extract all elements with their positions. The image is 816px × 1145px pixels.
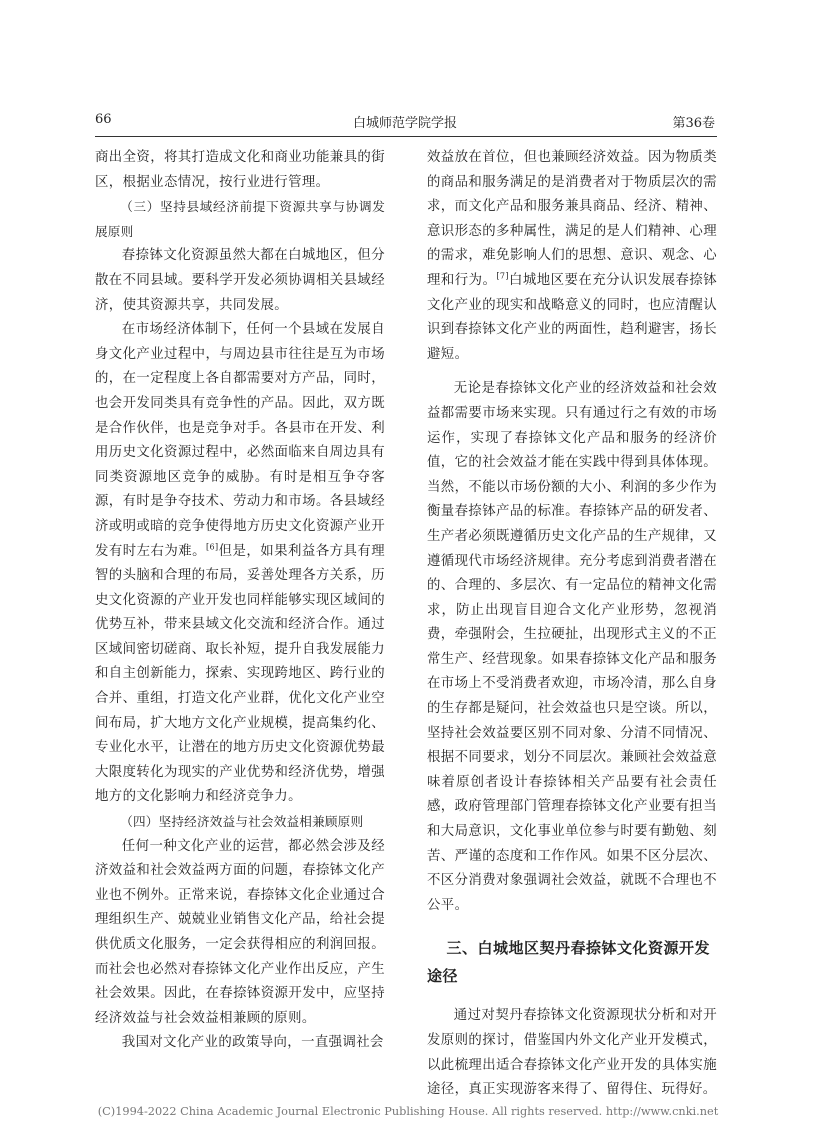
paragraph-text: 白城地区要在充分认识发展春捺钵文化产业的现实和战略意义的同时，也应清醒认识到春捺钵文化产业的两面性，趋利避害，扬长避短。 bbox=[427, 272, 718, 362]
journal-title: 白城师范学院学报 bbox=[352, 116, 457, 131]
paragraph: 通过对契丹春捺钵文化资源现状分析和对开发原则的探讨，借鉴国内外文化产业开发模式，以此梳理出适合春捺钵文化产业开发的具体实施途径，真正实现游客来得了、留得住、玩得好。 bbox=[427, 1008, 717, 1098]
paragraph bbox=[95, 318, 385, 810]
paragraph-text: 在市场经济体制下，任何一个县域在发展自身文化产业过程中，与周边县市往往是互为市场的，在一定程度上各自都需要对方产品，同时，也会开发同类具有竞争性的产品。因此，双方既是合作伙伴，也是竞争对手。各县市在开发、利用历史文化资源过程中，必然面临来自周边具有同类资源地区竞争的威胁。有时是相互争夺客源，有时是争夺技术、劳动力和市场。各县域经济或明或暗的竞争使得地方历史文化资源产业开发有时左右为难。 bbox=[95, 322, 385, 559]
paragraph: 我国对文化产业的政策导向，一直强调社会 bbox=[121, 1035, 384, 1051]
paragraph bbox=[427, 146, 717, 367]
citation-ref: [7] bbox=[496, 271, 509, 281]
paragraph: 春捺钵文化资源虽然大都在白城地区，但分散在不同县域。要科学开发必须协调相关县域经济，使其资源共享，共同发展。 bbox=[95, 248, 385, 313]
paragraph: 无论是春捺钵文化产业的经济效益和社会效益都需要市场来实现。只有通过行之有效的市场运作，实现了春捺钵文化产品和服务的经济价值，它的社会效益才能在实践中得到具体体现。当然，不能以市场份额的大小、利润的多少作为衡量春捺钵产品的标准。春捺钵产品的研发者、生产者必须既遵循历史文化产品的生产规律，又遵循现代市场经济规律。充分考虑到消费者潜在的、合理的、多层次、有一定品位的精神文化需求，防止出现盲目迎合文化产业形势，忽视消费，牵强附会，生拉硬扯，出现形式主义的不正常生产、经营现象。如果春捺钵文化产品和服务在市场上不受消费者欢迎，市场冷清，那么自身的生存都是疑问，社会效益也只是空谈。所以，坚持社会效益要区别不同对象、分清不同情况、根据不同要求，划分不同层次。兼顾社会效益意味着原创者设计春捺钵相关产品要有社会责任感，政府管理部门管理春捺钵文化产业要有担当和大局意识，文化事业单位参与时要有勤勉、刻苦、严谨的态度和工作作风。如果不区分层次、不区分消费对象强调社会效益，就既不合理也不公平。 bbox=[427, 381, 717, 913]
running-header bbox=[95, 112, 715, 132]
copyright-footer: (C)1994-2022 China Academic Journal Electronic Publishing House. All rights reserved. http://www.cnki.net bbox=[97, 1105, 719, 1118]
page-number: 66 bbox=[95, 112, 112, 127]
paragraph: 商出全资，将其打造成文化和商业功能兼具的街区，根据业态情况，按行业进行管理。 bbox=[95, 150, 385, 190]
paragraph-text: 但是，如果利益各方具有理智的头脑和合理的布局，妥善处理各方关系，历史文化资源的产业开发也同样能够实现区域间的优势互补，带来县域文化交流和经济合作。通过区域间密切磋商、取长补短，提升自我发展能力和自主创新能力，探索、实现跨地区、跨行业的合并、重组，打造文化产业群，优化文化产业空间布局，扩大地方文化产业规模，提高集约化、专业化水平，让潜在的地方历史文化资源优势最大限度转化为现实的产业优势和经济优势，增强地方的文化影响力和经济竞争力。 bbox=[95, 543, 385, 805]
paragraph-text: 效益放在首位，但也兼顾经济效益。因为物质类的商品和服务满足的是消费者对于物质层次的需求，而文化产品和服务兼具商品、经济、精神、意识形态的多种属性，满足的是人们精神、心理的需求，难免影响人们的思想、意识、观念、心理和行为。 bbox=[427, 150, 717, 288]
paragraph: 任何一种文化产业的运营，都必然会涉及经济效益和社会效益两方面的问题，春捺钵文化产业也不例外。正常来说，春捺钵文化企业通过合理组织生产、兢兢业业销售文化产品，给社会提供优质文化服务，一定会获得相应的利润回报。而社会也必然对春捺钵文化产业作出反应，产生社会效果。因此，在春捺钵资源开发中，应坚持经济效益与社会效益相兼顾的原则。 bbox=[95, 838, 385, 1026]
citation-ref: [6] bbox=[205, 542, 219, 552]
volume-label: 第36卷 bbox=[672, 116, 715, 131]
subsection-heading-4: （四）坚持经济效益与社会效益相兼顾原则 bbox=[120, 814, 364, 830]
right-column bbox=[427, 146, 717, 1103]
header-rule bbox=[95, 136, 717, 137]
left-column bbox=[95, 146, 385, 1056]
subsection-heading-3: （三）坚持县域经济前提下资源共享与协调发展原则 bbox=[95, 199, 385, 239]
section-heading: 三、白城地区契丹春捺钵文化资源开发途径 bbox=[427, 939, 711, 986]
